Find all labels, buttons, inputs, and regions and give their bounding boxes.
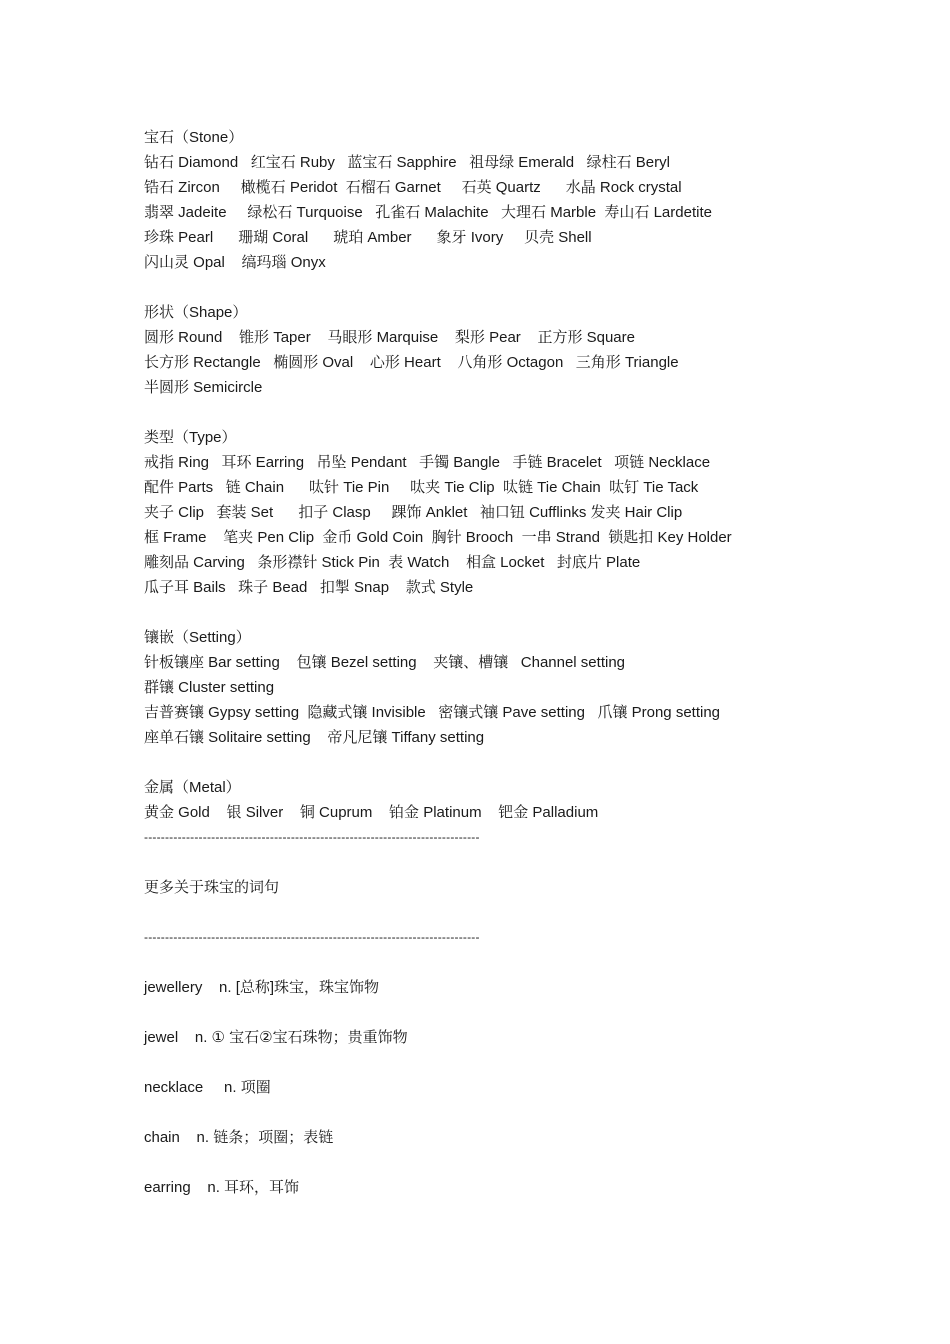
more-heading: 更多关于珠宝的词句	[144, 879, 280, 896]
vocab-entry: jewel n. ① 宝石②宝石珠物；贵重饰物	[144, 1029, 408, 1046]
term-line: 长方形 Rectangle 椭圆形 Oval 心形 Heart 八角形 Octagon 三角形 Triangle	[144, 354, 679, 371]
term-line: 针板镶座 Bar setting 包镶 Bezel setting 夹镶、槽镶 Channel setting	[144, 654, 626, 671]
spacer	[144, 900, 844, 925]
spacer	[144, 1050, 844, 1075]
term-line: 黄金 Gold 银 Silver 铜 Cuprum 铂金 Platinum 钯金 Palladium	[144, 804, 599, 821]
vocab-entry: earring n. 耳环，耳饰	[144, 1179, 300, 1196]
spacer	[144, 850, 844, 875]
term-line: 珍珠 Pearl 珊瑚 Coral 琥珀 Amber 象牙 Ivory 贝壳 Shell	[144, 229, 592, 246]
document-page	[144, 125, 844, 1200]
term-line: 闪山灵 Opal 缟玛瑙 Onyx	[144, 254, 326, 271]
spacer	[144, 400, 844, 425]
divider: --------------------------------------------------------------------------------	[144, 830, 480, 844]
vocab-list	[144, 975, 844, 1200]
divider: --------------------------------------------------------------------------------	[144, 930, 480, 944]
section-type	[144, 425, 844, 600]
spacer	[144, 950, 844, 975]
section-metal	[144, 775, 844, 825]
spacer	[144, 600, 844, 625]
vocab-entry: necklace n. 项圈	[144, 1079, 271, 1096]
spacer	[144, 275, 844, 300]
vocab-entry: jewellery n. [总称]珠宝，珠宝饰物	[144, 979, 380, 996]
term-line: 圆形 Round 锥形 Taper 马眼形 Marquise 梨形 Pear 正方形 Square	[144, 329, 635, 346]
spacer	[144, 750, 844, 775]
term-line: 座单石镶 Solitaire setting 帝凡尼镶 Tiffany setting	[144, 729, 485, 746]
section-heading: 宝石（Stone）	[144, 129, 244, 146]
term-line: 雕刻品 Carving 条形襟针 Stick Pin 表 Watch 相盒 Locket 封底片 Plate	[144, 554, 641, 571]
section-heading: 形状（Shape）	[144, 304, 248, 321]
spacer	[144, 1100, 844, 1125]
spacer	[144, 1150, 844, 1175]
term-line: 吉普赛镶 Gypsy setting 隐藏式镶 Invisible 密镶式镶 Pave setting 爪镶 Prong setting	[144, 704, 721, 721]
term-line: 瓜子耳 Bails 珠子 Bead 扣掣 Snap 款式 Style	[144, 579, 474, 596]
vocab-entry: chain n. 链条；项圈；表链	[144, 1129, 334, 1146]
term-line: 锆石 Zircon 橄榄石 Peridot 石榴石 Garnet 石英 Quartz 水晶 Rock crystal	[144, 179, 682, 196]
term-line: 群镶 Cluster setting	[144, 679, 275, 696]
spacer	[144, 1000, 844, 1025]
term-line: 钻石 Diamond 红宝石 Ruby 蓝宝石 Sapphire 祖母绿 Emerald 绿柱石 Beryl	[144, 154, 670, 171]
term-line: 戒指 Ring 耳环 Earring 吊坠 Pendant 手镯 Bangle 手链 Bracelet 项链 Necklace	[144, 454, 711, 471]
term-line: 夹子 Clip 套装 Set 扣子 Clasp 踝饰 Anklet 袖口钮 Cufflinks 发夹 Hair Clip	[144, 504, 683, 521]
section-heading: 类型（Type）	[144, 429, 237, 446]
term-line: 半圆形 Semicircle	[144, 379, 263, 396]
term-line: 翡翠 Jadeite 绿松石 Turquoise 孔雀石 Malachite 大理石 Marble 寿山石 Lardetite	[144, 204, 712, 221]
term-line: 配件 Parts 链 Chain 呔针 Tie Pin 呔夹 Tie Clip 呔链 Tie Chain 呔钉 Tie Tack	[144, 479, 699, 496]
term-line: 框 Frame 笔夹 Pen Clip 金币 Gold Coin 胸针 Brooch 一串 Strand 锁匙扣 Key Holder	[144, 529, 732, 546]
section-stone	[144, 125, 844, 275]
section-setting	[144, 625, 844, 750]
section-heading: 金属（Metal）	[144, 779, 241, 796]
section-heading: 镶嵌（Setting）	[144, 629, 251, 646]
section-shape	[144, 300, 844, 400]
